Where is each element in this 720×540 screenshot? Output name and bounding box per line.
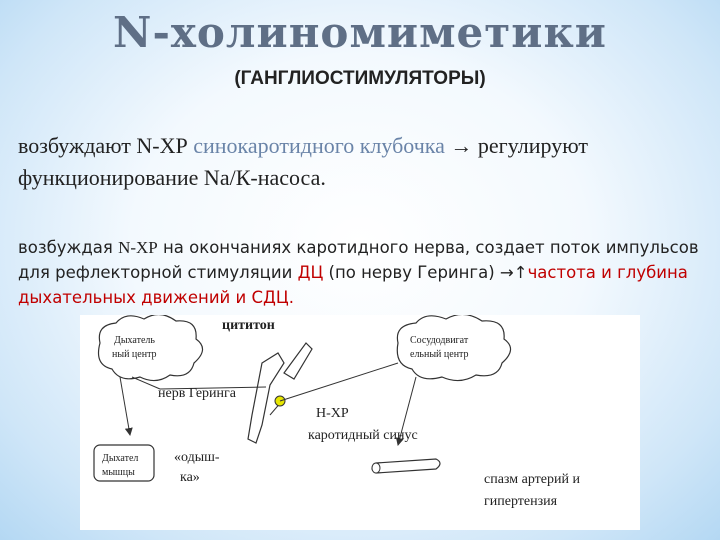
paragraph-2 <box>18 235 708 310</box>
cloud-left-shape <box>99 315 203 381</box>
p2-nxr: N-ХР <box>118 238 158 257</box>
slide-title: N-холиномиметики <box>113 8 607 57</box>
cytiton-label: цититон <box>222 318 275 333</box>
cloud-right-shape <box>397 315 510 381</box>
nxr-label: Н-ХР <box>316 406 349 421</box>
arrow-to-muscles <box>120 377 130 435</box>
muscles-line2: мышцы <box>102 467 135 478</box>
paragraph-1 <box>18 130 708 194</box>
p1-text-c: → регулируют функционирование Na/К-насоса. <box>18 133 588 190</box>
p2-effect: частота и глубина дыхательных движений и СДЦ. <box>18 263 688 307</box>
p1-text-a: возбуждают N-ХР <box>18 133 194 158</box>
muscles-line1: Дыхател <box>102 453 139 464</box>
p2-text-c: на окончаниях каротидного нерва, создает поток импульсов для рефлекторной стимуляции <box>18 238 699 282</box>
diagram <box>80 315 640 530</box>
cloud-left-line2: ный центр <box>112 349 157 360</box>
carotid-label: каротидный синус <box>308 428 418 443</box>
p2-dc: ДЦ <box>297 263 324 282</box>
p1-highlight: синокаротидного клубочка <box>193 133 445 158</box>
cloud-right-line2: ельный центр <box>410 349 469 360</box>
cloud-right-line1: Сосудодвигат <box>410 335 469 346</box>
cloud-left-line1: Дыхатель <box>114 335 155 346</box>
diagram-svg <box>80 315 640 530</box>
slide-subtitle: (ГАНГЛИОСТИМУЛЯТОРЫ) <box>234 68 486 89</box>
dyspnea-line2: ка» <box>180 470 200 485</box>
nerve-label: нерв Геринга <box>158 386 236 401</box>
p2-text-a: возбуждая <box>18 238 119 257</box>
spasm-line1: спазм артерий и <box>484 472 580 487</box>
artery-tube <box>372 459 440 473</box>
dyspnea-line1: «одыш- <box>174 450 220 465</box>
p2-text-e: (по нерву Геринга) →↑ <box>323 263 528 282</box>
spasm-line2: гипертензия <box>484 494 558 509</box>
carotid-vessel <box>248 343 312 443</box>
